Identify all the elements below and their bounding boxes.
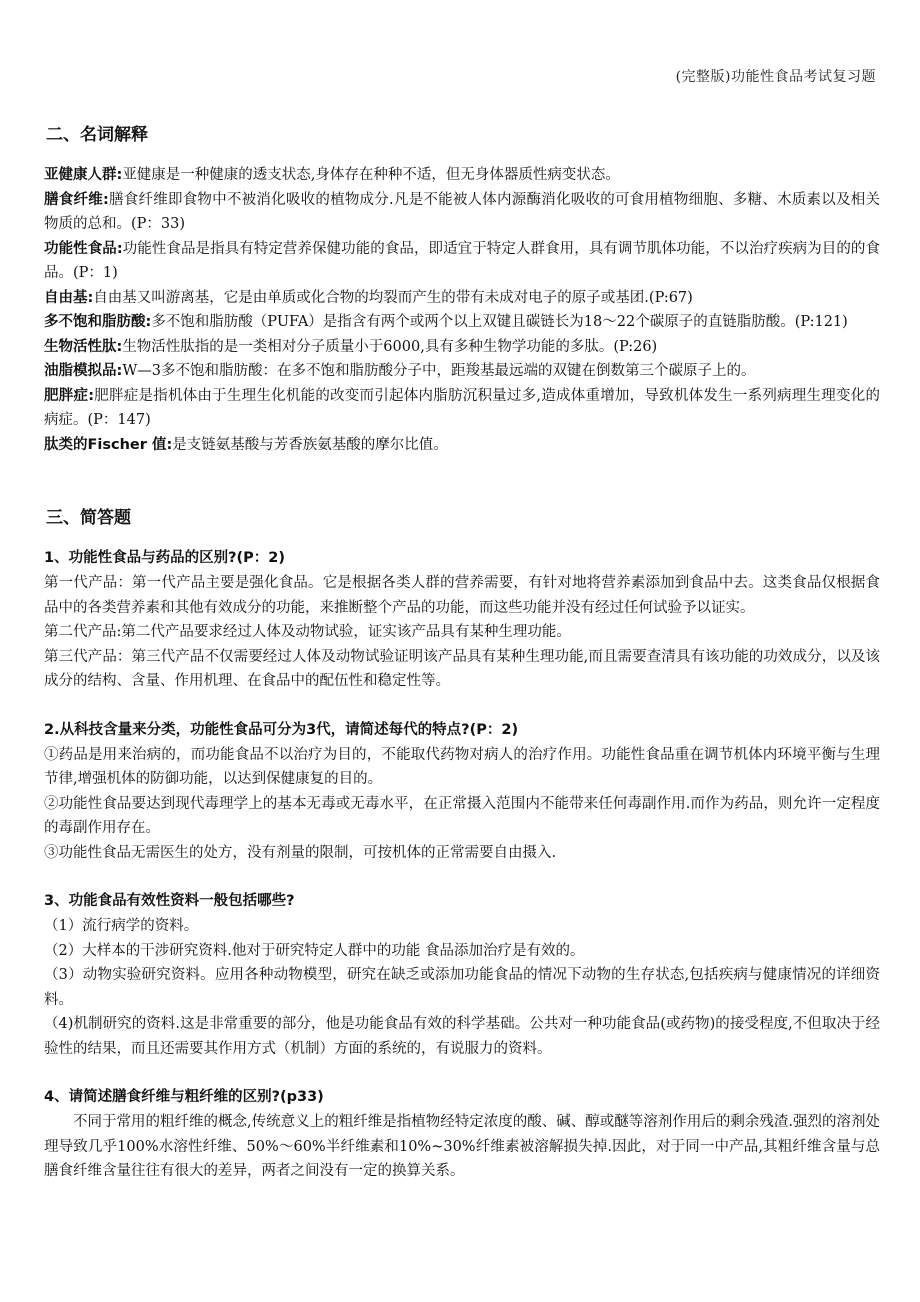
- term-entry: [44, 335, 880, 360]
- term-definition: 膳食纤维即食物中不被消化吸收的植物成分.凡是不能被人体内源酶消化吸收的可食用植物细胞、多糖、木质素以及相关物质的总和。(P：33): [44, 191, 880, 232]
- question-gap: [44, 694, 880, 718]
- question-title: 4、请简述膳食纤维与粗纤维的区别?(p33): [44, 1089, 324, 1105]
- term-entry: [44, 286, 880, 311]
- answer-paragraph: ②功能性食品要达到现代毒理学上的基本无毒或无毒水平，在正常摄入范围内不能带来任何毒副作用.而作为药品，则允许一定程度的毒副作用存在。: [44, 795, 880, 836]
- question-title: 3、功能食品有效性资料一般包括哪些?: [44, 893, 295, 909]
- term-entry: [44, 359, 880, 384]
- answer-paragraph: ③功能性食品无需医生的处方，没有剂量的限制，可按机体的正常需要自由摄入.: [44, 844, 557, 861]
- answer-paragraph: ①药品是用来治病的，而功能食品不以治疗为目的，不能取代药物对病人的治疗作用。功能性食品重在调节机体内环境平衡与生理节律,增强机体的防御功能，以达到保健康复的目的。: [44, 746, 880, 787]
- term-definition: 多不饱和脂肪酸（PUFA）是指含有两个或两个以上双键且碳链长为18～22个碳原子的直链脂肪酸。(P:121): [151, 314, 848, 330]
- term-name: 油脂模拟品:: [44, 363, 123, 379]
- answer-paragraph: （3）动物实验研究资料。应用各种动物模型，研究在缺乏或添加功能食品的情况下动物的生存状态,包括疾病与健康情况的详细资料。: [44, 967, 880, 1008]
- term-name: 肥胖症:: [44, 387, 95, 404]
- term-name: 功能性食品:: [44, 240, 123, 257]
- term-definition: 生物活性肽指的是一类相对分子质量小于6000,具有多种生物学功能的多肽。(P:26): [122, 338, 658, 355]
- answer-paragraph: （2）大样本的干涉研究资料.他对于研究特定人群中的功能 食品添加治疗是有效的。: [44, 942, 585, 959]
- term-entry: [44, 384, 880, 433]
- answer-paragraph: （1）流行病学的资料。: [44, 918, 199, 934]
- answer-paragraph: 第二代产品:第二代产品要求经过人体及动物试验，证实该产品具有某种生理功能。: [44, 624, 571, 640]
- term-name: 肽类的Fischer 值:: [44, 436, 173, 453]
- term-entry: [44, 433, 880, 458]
- term-name: 多不饱和脂肪酸:: [44, 314, 152, 330]
- term-name: 生物活性肽:: [44, 338, 123, 355]
- question-gap: [44, 865, 880, 889]
- term-name: 自由基:: [44, 289, 94, 306]
- answer-paragraph: 不同于常用的粗纤维的概念,传统意义上的粗纤维是指植物经特定浓度的酸、碱、醇或醚等溶剂作用后的剩余残渣.强烈的溶剂处理导致几乎100%水溶性纤维、50%～60%半纤维素和10%~30%纤维素被溶解损失掉.因此，对于同一中产品,其粗纤维含量与总膳食纤维含量往往有很大的差异，两者之间没有一定的换算关系。: [44, 1114, 880, 1179]
- question-title: 1、功能性食品与药品的区别?(P：2): [44, 550, 285, 566]
- term-definition: 自由基又叫游离基，它是由单质或化合物的均裂而产生的带有未成对电子的原子或基团.(P:67): [93, 289, 693, 306]
- section-title-terms: 二、名词解释: [46, 125, 148, 145]
- term-entry: [44, 310, 880, 335]
- term-definition: 是支链氨基酸与芳香族氨基酸的摩尔比值。: [172, 436, 448, 453]
- question-gap: [44, 1061, 880, 1085]
- section-title-short-answers: 三、简答题: [46, 508, 131, 528]
- section-gap: [44, 457, 880, 503]
- term-definition: 亚健康是一种健康的透支状态,身体存在种种不适，但无身体器质性病变状态。: [122, 167, 620, 183]
- term-definition: 功能性食品是指具有特定营养保健功能的食品，即适宜于特定人群食用，具有调节肌体功能，不以治疗疾病为目的的食品。(P：1): [44, 240, 880, 281]
- answer-paragraph: （4)机制研究的资料.这是非常重要的部分，他是功能食品有效的科学基础。公共对一种功能食品(或药物)的接受程度,不但取决于经验性的结果，而且还需要其作用方式（机制）方面的系统的，有说服力的资料。: [44, 1016, 880, 1057]
- term-entry: [44, 237, 880, 286]
- question-title: 2.从科技含量来分类，功能性食品可分为3代，请简述每代的特点?(P：2): [44, 721, 519, 738]
- document-header: (完整版)功能性食品考试复习题: [675, 69, 876, 85]
- term-entry: [44, 163, 880, 188]
- answer-paragraph: 第一代产品：第一代产品主要是强化食品。它是根据各类人群的营养需要，有针对地将营养素添加到食品中去。这类食品仅根据食品中的各类营养素和其他有效成分的功能，来推断整个产品的功能，而这些功能并没有经过任何试验予以证实。: [44, 575, 880, 616]
- answer-paragraph: 第三代产品：第三代产品不仅需要经过人体及动物试验证明该产品具有某种生理功能,而且需要查清具有该功能的功效成分，以及该成分的结构、含量、作用机理、在食品中的配伍性和稳定性等。: [44, 648, 880, 689]
- document-body: [44, 120, 880, 1184]
- term-name: 膳食纤维:: [44, 191, 109, 208]
- term-entry: [44, 188, 880, 237]
- term-definition: 肥胖症是指机体由于生理生化机能的改变而引起体内脂肪沉积量过多,造成体重增加，导致机体发生一系列病理生理变化的病症。(P：147): [44, 387, 880, 428]
- term-definition: W—3多不饱和脂肪酸：在多不饱和脂肪酸分子中，距羧基最远端的双键在倒数第三个碳原子上的。: [122, 363, 756, 379]
- term-name: 亚健康人群:: [44, 167, 123, 183]
